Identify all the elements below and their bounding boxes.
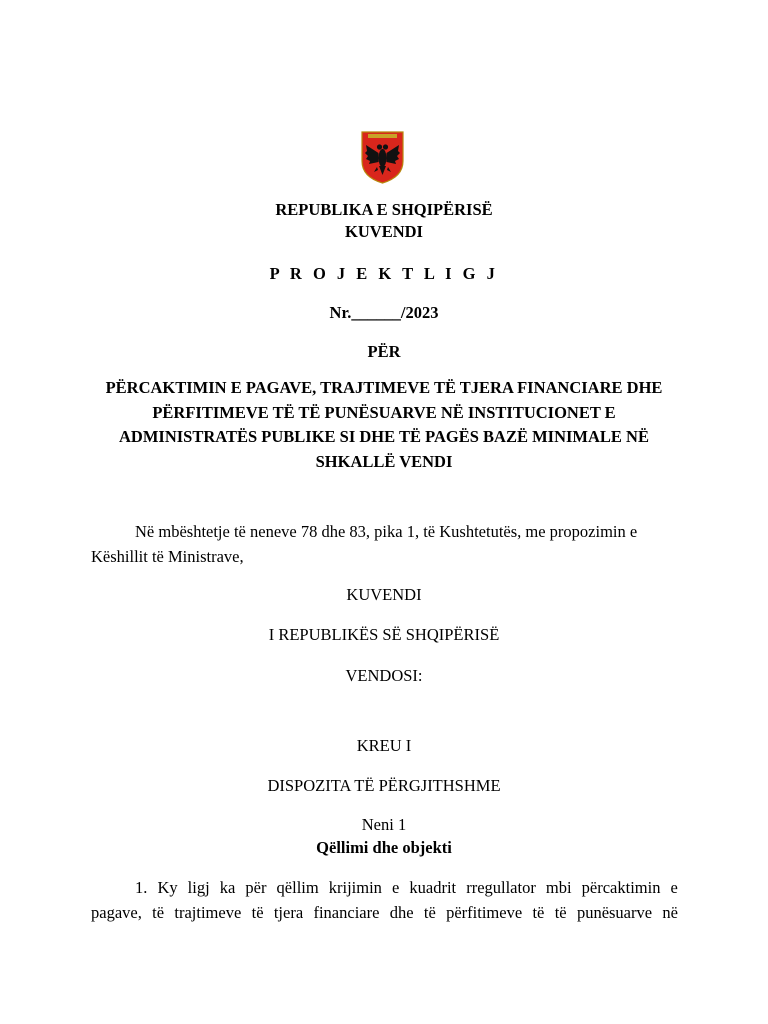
article-body — [91, 875, 678, 925]
body-word: mbi — [545, 878, 572, 897]
body-word: të — [423, 903, 436, 922]
body-word: për — [245, 878, 267, 897]
preamble-paragraph — [91, 519, 678, 569]
body-word: e — [670, 878, 678, 897]
vendosi-heading: VENDOSI: — [345, 666, 423, 685]
preamble-line: Në mbështetje të neneve 78 dhe 83, pika 1, të Kushtetutës, me propozimin e — [135, 522, 638, 541]
body-word: përcaktimin — [581, 878, 661, 897]
body-word: dhe — [389, 903, 414, 922]
law-title-line: PËRFITIMEVE TË TË PUNËSUARVE NË INSTITUCIONET E — [152, 402, 616, 422]
body-word: të — [532, 903, 545, 922]
parliament-heading: KUVENDI — [345, 222, 423, 241]
body-line — [91, 875, 678, 900]
body-line — [91, 900, 678, 925]
body-word: tjera — [273, 903, 304, 922]
body-word: pagave, — [91, 903, 142, 922]
article-number: Neni 1 — [361, 815, 407, 834]
body-word: e — [392, 878, 400, 897]
article-title: Qëllimi dhe objekti — [316, 838, 452, 857]
body-word: financiare — [313, 903, 380, 922]
body-word: ligj — [187, 878, 210, 897]
body-word: qëllim — [276, 878, 319, 897]
chapter-title: DISPOZITA TË PËRGJITHSHME — [267, 776, 501, 795]
document-type: P R O J E K T L I G J — [269, 264, 499, 283]
body-word: përfitimeve — [446, 903, 523, 922]
body-word: të — [152, 903, 165, 922]
kuvendi-heading: KUVENDI — [346, 585, 422, 604]
body-word: kuadrit — [409, 878, 457, 897]
republic-heading: REPUBLIKA E SHQIPËRISË — [275, 200, 493, 219]
body-word: punësuarve — [576, 903, 653, 922]
per-heading: PËR — [367, 342, 401, 361]
republic-subheading: I REPUBLIKËS SË SHQIPËRISË — [268, 625, 500, 644]
body-word: krijimin — [328, 878, 382, 897]
law-title — [60, 376, 708, 474]
body-word: Ky — [157, 878, 178, 897]
body-word: trajtimeve — [174, 903, 242, 922]
body-word: të — [554, 903, 567, 922]
body-word: 1. — [135, 878, 148, 897]
body-word: të — [251, 903, 264, 922]
chapter-number: KREU I — [356, 736, 412, 755]
body-word: ka — [219, 878, 236, 897]
law-title-line: ADMINISTRATËS PUBLIKE SI DHE TË PAGËS BAZË MINIMALE NË — [119, 427, 649, 446]
albanian-coat-of-arms-icon — [360, 131, 405, 184]
document-number: Nr.______/2023 — [329, 303, 439, 322]
body-word: rregullator — [466, 878, 536, 897]
body-word: në — [662, 903, 678, 922]
law-title-line: PËRCAKTIMIN E PAGAVE, TRAJTIMEVE TË TJERA FINANCIARE DHE — [105, 378, 663, 397]
preamble-line: Këshillit të Ministrave, — [91, 547, 244, 566]
law-title-line: SHKALLË VENDI — [315, 451, 453, 471]
